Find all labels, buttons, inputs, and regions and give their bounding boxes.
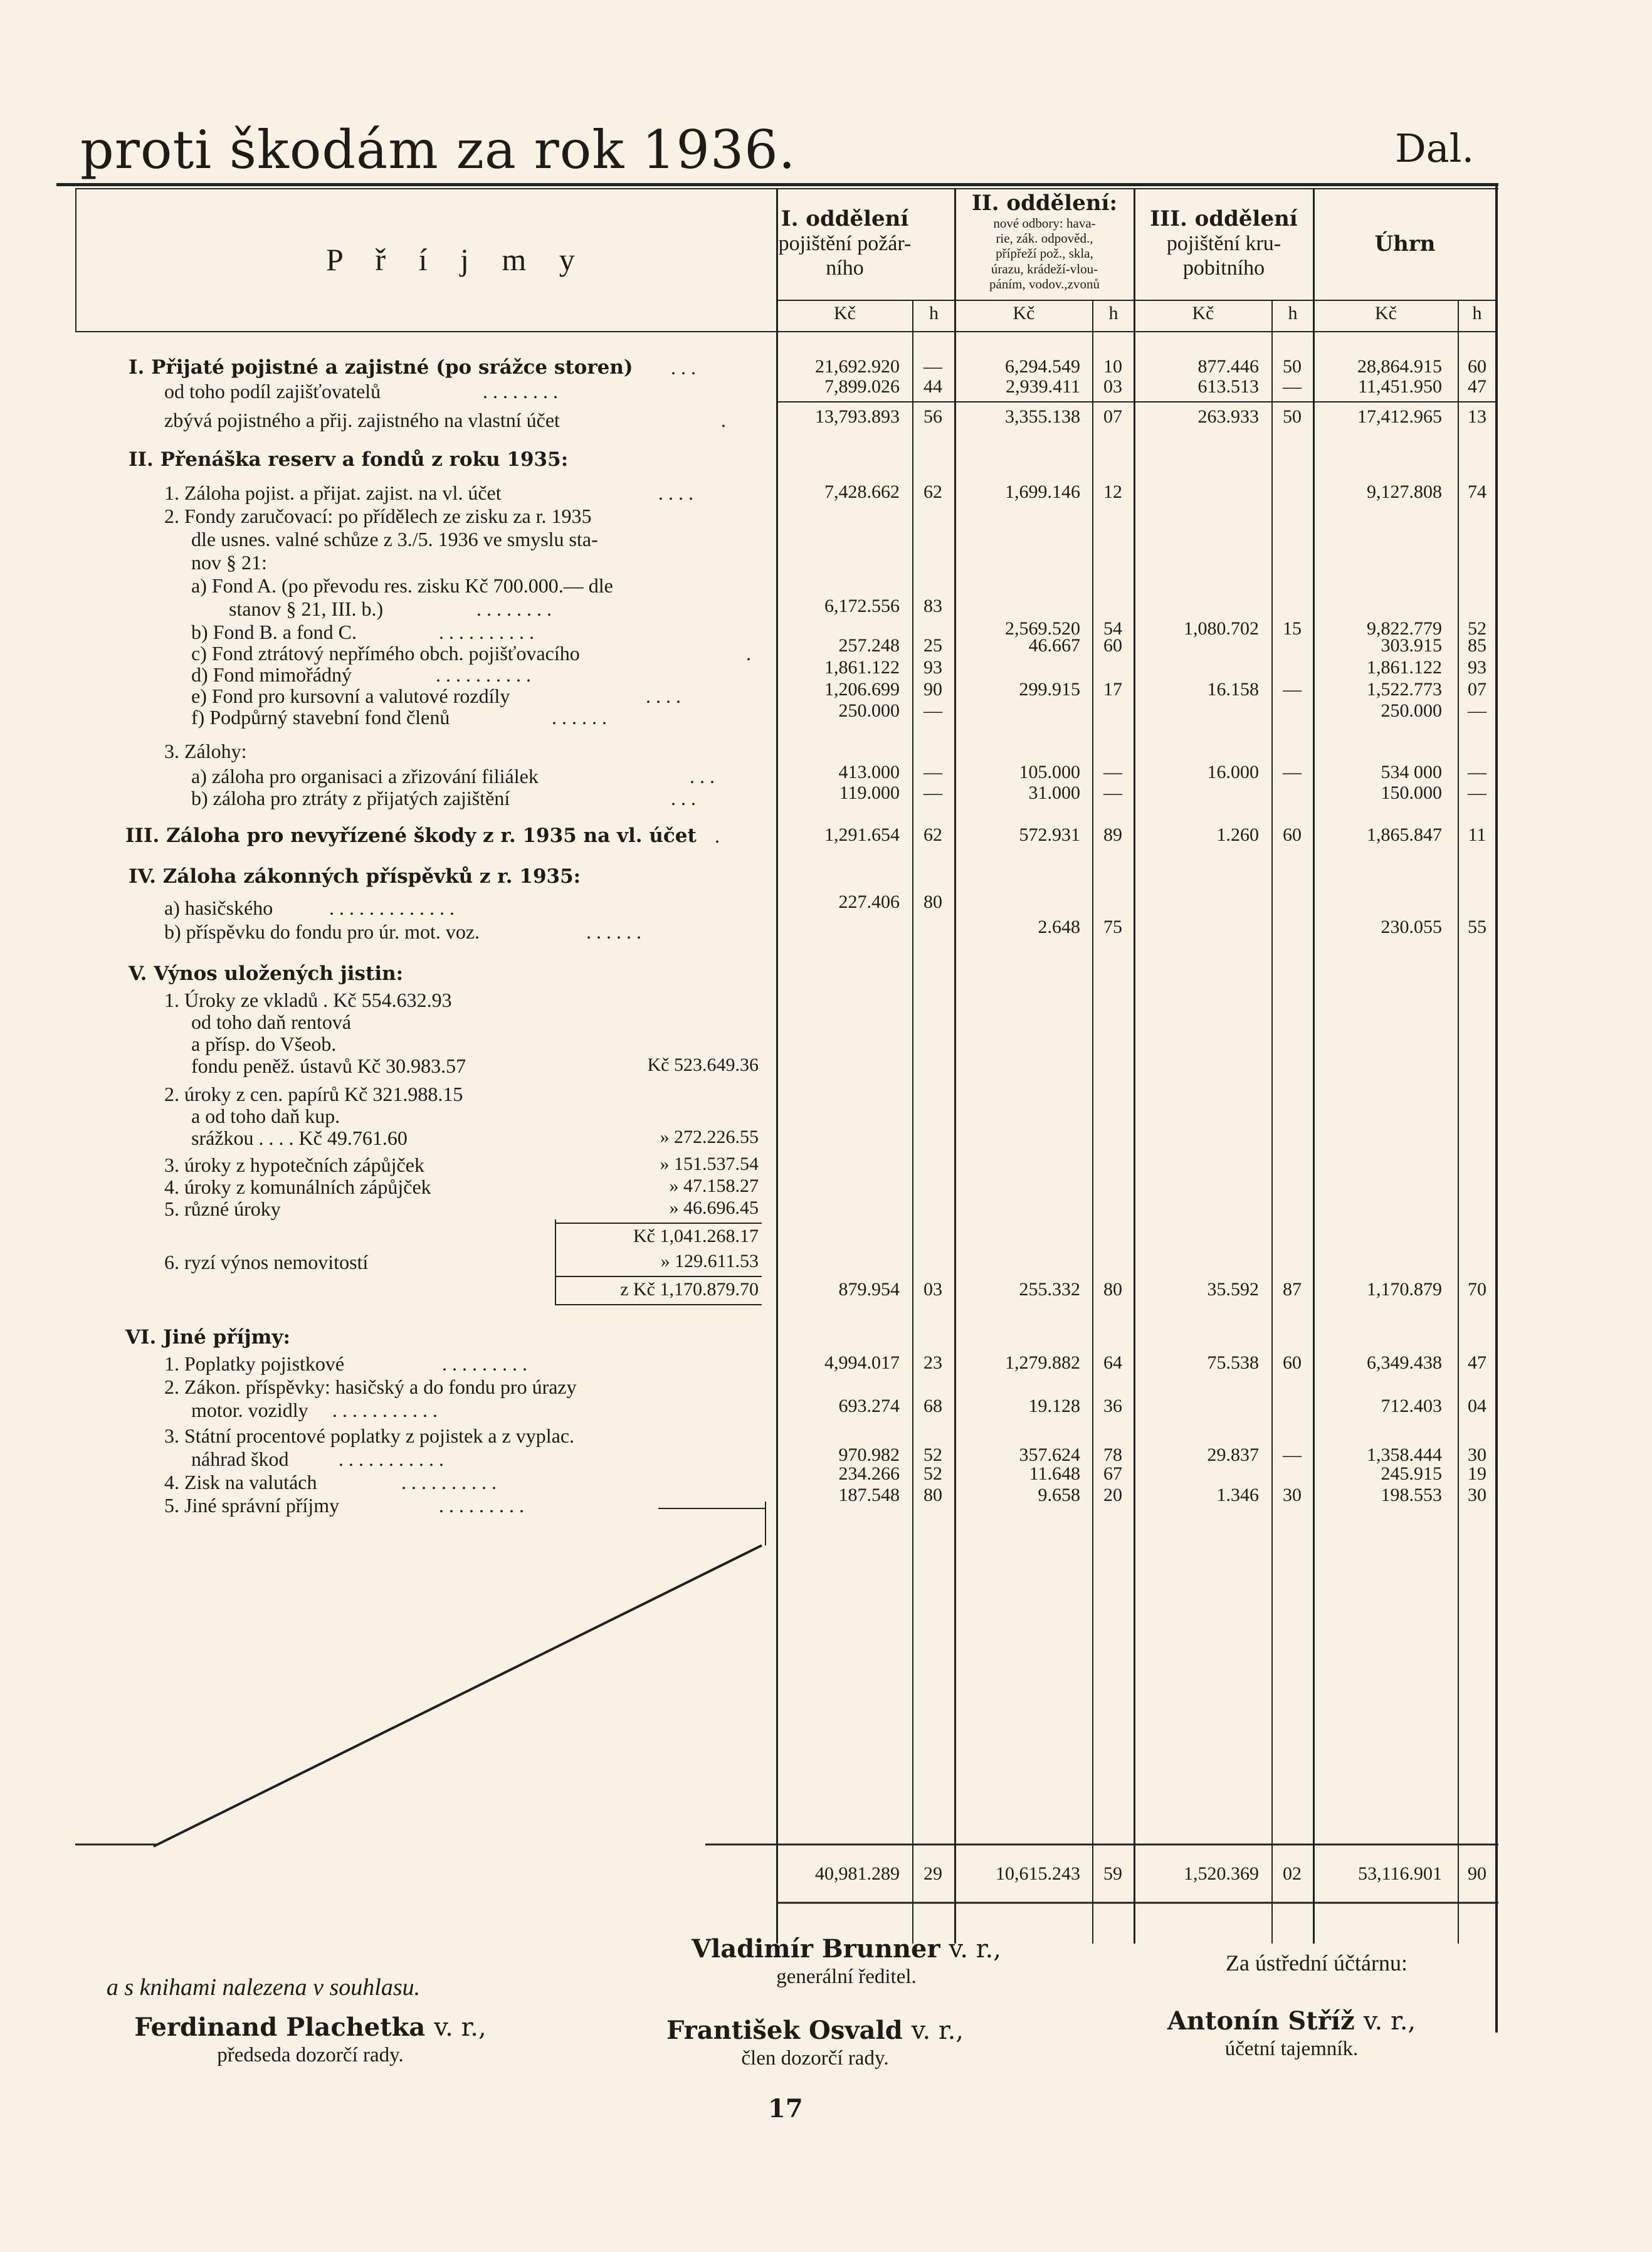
h-cell: 52: [1468, 618, 1486, 639]
h-cell: 60: [1103, 635, 1122, 656]
kc-cell: 2.648: [1038, 917, 1080, 937]
h-cell: 19: [1468, 1463, 1486, 1484]
column-header-4: Úhrn: [1374, 231, 1436, 256]
kc-cell: 31.000: [1028, 782, 1080, 803]
h-cell: 47: [1468, 1352, 1486, 1373]
unit-h: h: [1472, 303, 1482, 324]
kc-cell: 187.548: [838, 1485, 900, 1505]
h-cell: 03: [1103, 376, 1122, 397]
h-cell: 60: [1283, 824, 1302, 845]
kc-cell: 1,358.444: [1367, 1444, 1442, 1465]
signature-role: účetní tajemník.: [1224, 2038, 1359, 2060]
h-cell: 59: [1103, 1863, 1122, 1884]
h-cell: 67: [1103, 1463, 1122, 1484]
vynos-line: a přísp. do Všeob.: [191, 1033, 337, 1055]
row-label: I. Přijaté pojistné a zajistné (po srážce storen): [129, 356, 633, 379]
signature-role: generální ředitel.: [776, 1965, 917, 1988]
kc-cell: 1,279.882: [1005, 1352, 1080, 1373]
kc-cell: 119.000: [839, 782, 900, 803]
h-cell: 07: [1468, 679, 1486, 700]
vynos-line: 6. ryzí výnos nemovitostí: [164, 1251, 369, 1273]
kc-cell: 16.158: [1207, 679, 1259, 700]
h-cell: 68: [923, 1396, 942, 1416]
kc-cell: 250.000: [1381, 700, 1442, 721]
h-cell: 13: [1468, 406, 1486, 427]
unit-h: h: [1108, 303, 1118, 324]
h-cell: 52: [923, 1463, 942, 1484]
kc-cell: 53,116.901: [1358, 1863, 1442, 1884]
signature-name: František Osvald v. r.,: [666, 2016, 964, 2045]
row-label: dle usnes. valné schůze z 3./5. 1936 ve smyslu sta-: [191, 528, 598, 550]
kc-cell: 572.931: [1019, 824, 1080, 845]
kc-cell: 28,864.915: [1357, 356, 1442, 377]
h-cell: 36: [1103, 1396, 1122, 1416]
note-text: a s knihami nalezena v souhlasu.: [106, 1974, 421, 2001]
h-cell: 62: [923, 824, 942, 845]
unit-kc: Kč: [1192, 303, 1214, 324]
row-label: zbývá pojistného a přij. zajistného na vlastní účet: [164, 409, 560, 431]
row-label: 4. Zisk na valutách: [164, 1471, 317, 1493]
signature-name: Ferdinand Plachetka v. r.,: [134, 2013, 487, 2042]
h-cell: 23: [923, 1352, 942, 1373]
kc-cell: 1,291.654: [824, 824, 900, 845]
h-cell: 74: [1468, 481, 1486, 502]
vynos-amount: » 129.611.53: [660, 1251, 759, 1271]
h-cell: —: [1103, 782, 1122, 803]
vynos-line: od toho daň rentová: [191, 1011, 352, 1033]
h-cell: —: [1283, 762, 1302, 782]
h-cell: 54: [1103, 618, 1122, 639]
h-cell: 44: [923, 376, 942, 397]
kc-cell: 1,699.146: [1005, 481, 1080, 502]
kc-cell: 413.000: [838, 762, 900, 782]
h-cell: 30: [1468, 1444, 1486, 1465]
unit-kc: Kč: [1013, 303, 1035, 324]
continuation-label: Dal.: [1395, 125, 1475, 171]
row-label: b) Fond B. a fond C.: [191, 621, 357, 643]
h-cell: 93: [1468, 657, 1486, 678]
h-cell: 17: [1103, 679, 1122, 700]
kc-cell: 303.915: [1381, 635, 1442, 656]
h-cell: 80: [1103, 1279, 1122, 1300]
h-cell: 87: [1283, 1279, 1302, 1300]
kc-cell: 1,080.702: [1184, 618, 1259, 639]
h-cell: 83: [923, 596, 942, 616]
kc-cell: 230.055: [1381, 917, 1442, 937]
row-label: a) hasičského: [164, 897, 273, 919]
vynos-amount: » 46.696.45: [669, 1197, 759, 1218]
vynos-amount: Kč 523.649.36: [647, 1055, 759, 1075]
page-title: proti škodám za rok 1936.: [80, 119, 796, 181]
h-cell: —: [923, 762, 942, 782]
kc-cell: 255.332: [1019, 1279, 1080, 1300]
kc-cell: 9,127.808: [1367, 481, 1442, 502]
row-label: b) příspěvku do fondu pro úr. mot. voz.: [164, 920, 480, 943]
vynos-amount: » 151.537.54: [660, 1154, 759, 1174]
h-cell: 25: [923, 635, 942, 656]
signature-name: Antonín Stříž v. r.,: [1167, 2006, 1416, 2036]
kc-cell: 2,939.411: [1006, 376, 1080, 397]
row-label: 1. Poplatky pojistkové: [164, 1352, 345, 1375]
h-cell: 52: [923, 1444, 942, 1465]
kc-cell: 1,170.879: [1367, 1279, 1442, 1300]
page-number: 17: [768, 2094, 803, 2123]
kc-cell: 3,355.138: [1005, 406, 1080, 427]
accounting-label: Za ústřední účtárnu:: [1226, 1950, 1407, 1976]
row-label: a) záloha pro organisaci a zřizování filiálek: [191, 765, 539, 787]
kc-cell: 40,981.289: [815, 1863, 900, 1884]
h-cell: 78: [1103, 1444, 1122, 1465]
kc-cell: 6,172.556: [824, 596, 900, 616]
vynos-line: 2. úroky z cen. papírů Kč 321.988.15: [164, 1083, 463, 1105]
row-label: 5. Jiné správní příjmy: [164, 1494, 340, 1517]
row-label: e) Fond pro kursovní a valutové rozdíly: [191, 685, 510, 707]
kc-cell: 11,451.950: [1358, 376, 1442, 397]
kc-cell: 11.648: [1029, 1463, 1080, 1484]
h-cell: 85: [1468, 635, 1486, 656]
h-cell: 60: [1468, 356, 1486, 377]
kc-cell: 1,206.699: [824, 679, 900, 700]
h-cell: 90: [923, 679, 942, 700]
kc-cell: 234.266: [838, 1463, 900, 1484]
kc-cell: 21,692.920: [815, 356, 900, 377]
kc-cell: 105.000: [1019, 762, 1080, 782]
h-cell: 64: [1103, 1352, 1122, 1373]
row-label: 3. Státní procentové poplatky z pojistek a z vyplac.: [164, 1424, 575, 1447]
unit-h: h: [1288, 303, 1298, 324]
kc-cell: 534 000: [1381, 762, 1442, 782]
row-label: náhrad škod: [191, 1448, 289, 1470]
unit-kc: Kč: [1375, 303, 1397, 324]
row-label: nov § 21:: [191, 551, 267, 574]
kc-cell: 7,428.662: [824, 481, 900, 502]
h-cell: 89: [1103, 824, 1122, 845]
vynos-line: a od toho daň kup.: [191, 1105, 340, 1127]
kc-cell: 17,412.965: [1357, 406, 1442, 427]
row-label: stanov § 21, III. b.): [229, 597, 384, 620]
row-label: II. Přenáška reserv a fondů z roku 1935:: [129, 448, 569, 471]
kc-cell: 693.274: [838, 1396, 900, 1416]
row-label: IV. Záloha zákonných příspěvků z r. 1935:: [129, 865, 581, 888]
h-cell: 04: [1468, 1396, 1486, 1416]
h-cell: 80: [923, 892, 942, 912]
kc-cell: 1,520.369: [1184, 1863, 1259, 1884]
row-label: b) záloha pro ztráty z přijatých zajištění: [191, 787, 510, 809]
h-cell: 11: [1468, 824, 1486, 845]
row-label: d) Fond mimořádný: [191, 663, 352, 686]
h-cell: —: [1468, 700, 1486, 721]
h-cell: —: [1468, 782, 1486, 803]
kc-cell: 35.592: [1207, 1279, 1259, 1300]
kc-cell: 877.446: [1197, 356, 1259, 377]
row-label: 2. Fondy zaručovací: po přídělech ze zisku za r. 1935: [164, 505, 592, 527]
h-cell: 50: [1283, 406, 1302, 427]
kc-cell: 1,861.122: [1367, 657, 1442, 678]
kc-cell: 46.667: [1028, 635, 1080, 656]
h-cell: 30: [1283, 1485, 1302, 1505]
kc-cell: 613.513: [1197, 376, 1259, 397]
kc-cell: 75.538: [1207, 1352, 1259, 1373]
h-cell: 07: [1103, 406, 1122, 427]
kc-cell: 1.260: [1216, 824, 1259, 845]
column-header-2: II. oddělení: nové odbory: hava- rie, zák. odpověd., přípřeží pož., skla, úrazu, krádeží-vlou- páním, vodov.,zvonů: [971, 191, 1118, 292]
row-label: 2. Zákon. příspěvky: hasičský a do fondu pro úrazy: [164, 1376, 577, 1398]
row-label: motor. vozidly: [191, 1399, 308, 1421]
kc-cell: 257.248: [838, 635, 900, 656]
signature-role: předseda dozorčí rady.: [217, 2044, 404, 2066]
kc-cell: 245.915: [1381, 1463, 1442, 1484]
h-cell: —: [1103, 762, 1122, 782]
kc-cell: 6,349.438: [1367, 1352, 1442, 1373]
row-label: III. Záloha pro nevyřízené škody z r. 1935 na vl. účet: [125, 824, 697, 847]
h-cell: 75: [1103, 917, 1122, 937]
kc-cell: 9,822.779: [1367, 618, 1442, 639]
h-cell: —: [1283, 1444, 1302, 1465]
vynos-line: 4. úroky z komunálních zápůjček: [164, 1176, 431, 1198]
kc-cell: 10,615.243: [996, 1863, 1080, 1884]
h-cell: 15: [1283, 618, 1302, 639]
h-cell: —: [923, 782, 942, 803]
vynos-amount: z Kč 1,170.879.70: [620, 1279, 759, 1300]
vynos-line: 3. úroky z hypotečních zápůjček: [164, 1154, 424, 1176]
h-cell: 56: [923, 406, 942, 427]
kc-cell: 1,522.773: [1367, 679, 1442, 700]
row-label: a) Fond A. (po převodu res. zisku Kč 700.000.— dle: [191, 574, 613, 597]
kc-cell: 29.837: [1207, 1444, 1259, 1465]
section-label: P ř í j m y: [326, 242, 587, 277]
h-cell: —: [1283, 376, 1302, 397]
kc-cell: 250.000: [838, 700, 900, 721]
kc-cell: 19.128: [1028, 1396, 1080, 1416]
kc-cell: 198.553: [1381, 1485, 1442, 1505]
row-label: f) Podpůrný stavební fond členů: [191, 706, 450, 729]
h-cell: 80: [923, 1485, 942, 1505]
h-cell: 12: [1103, 481, 1122, 502]
h-cell: 62: [923, 481, 942, 502]
kc-cell: 970.982: [838, 1444, 900, 1465]
row-label: VI. Jiné příjmy:: [125, 1326, 290, 1349]
h-cell: 70: [1468, 1279, 1486, 1300]
kc-cell: 2,569.520: [1005, 618, 1080, 639]
kc-cell: 16.000: [1207, 762, 1259, 782]
h-cell: —: [923, 700, 942, 721]
h-cell: 02: [1283, 1863, 1302, 1884]
kc-cell: 299.915: [1019, 679, 1080, 700]
signature-role: člen dozorčí rady.: [741, 2047, 889, 2070]
kc-cell: 1.346: [1216, 1485, 1259, 1505]
signature-name: Vladimír Brunner v. r.,: [692, 1934, 1001, 1964]
column-header-3: III. oddělení pojištění kru- pobitního: [1150, 206, 1298, 280]
kc-cell: 1,861.122: [824, 657, 900, 678]
kc-cell: 263.933: [1197, 406, 1259, 427]
h-cell: 47: [1468, 376, 1486, 397]
column-header-1: I. oddělení pojištění požár- ního: [778, 206, 912, 280]
h-cell: 10: [1103, 356, 1122, 377]
vynos-line: 1. Úroky ze vkladů . Kč 554.632.93: [164, 989, 452, 1011]
row-label: V. Výnos uložených jistin:: [129, 962, 404, 985]
kc-cell: 4,994.017: [824, 1352, 900, 1373]
unit-h: h: [929, 303, 939, 324]
vynos-amount: » 272.226.55: [660, 1127, 759, 1147]
h-cell: 93: [923, 657, 942, 678]
vynos-amount: Kč 1,041.268.17: [633, 1226, 759, 1246]
h-cell: 60: [1283, 1352, 1302, 1373]
vynos-line: 5. různé úroky: [164, 1197, 281, 1220]
kc-cell: 7,899.026: [824, 376, 900, 397]
h-cell: 30: [1468, 1485, 1486, 1505]
vynos-amount: » 47.158.27: [669, 1176, 759, 1196]
vynos-line: fondu peněž. ústavů Kč 30.983.57: [191, 1055, 466, 1077]
row-label: od toho podíl zajišťovatelů: [164, 380, 381, 403]
kc-cell: 357.624: [1019, 1444, 1080, 1465]
h-cell: 90: [1468, 1863, 1486, 1884]
h-cell: 20: [1103, 1485, 1122, 1505]
h-cell: 55: [1468, 917, 1486, 937]
h-cell: —: [1468, 762, 1486, 782]
kc-cell: 227.406: [838, 892, 900, 912]
unit-kc: Kč: [834, 303, 856, 324]
row-label: 3. Zálohy:: [164, 740, 247, 762]
kc-cell: 13,793.893: [815, 406, 900, 427]
h-cell: —: [923, 356, 942, 377]
row-label: 1. Záloha pojist. a přijat. zajist. na vl. účet: [164, 481, 502, 504]
kc-cell: 712.403: [1381, 1396, 1442, 1416]
row-label: c) Fond ztrátový nepřímého obch. pojišťovacího: [191, 642, 580, 665]
kc-cell: 9.658: [1038, 1485, 1080, 1505]
kc-cell: 150.000: [1381, 782, 1442, 803]
h-cell: 03: [923, 1279, 942, 1300]
vynos-line: srážkou . . . . Kč 49.761.60: [191, 1127, 408, 1149]
h-cell: 50: [1283, 356, 1302, 377]
kc-cell: 6,294.549: [1005, 356, 1080, 377]
kc-cell: 879.954: [838, 1279, 900, 1300]
h-cell: 29: [923, 1863, 942, 1884]
kc-cell: 1,865.847: [1367, 824, 1442, 845]
h-cell: —: [1283, 679, 1302, 700]
